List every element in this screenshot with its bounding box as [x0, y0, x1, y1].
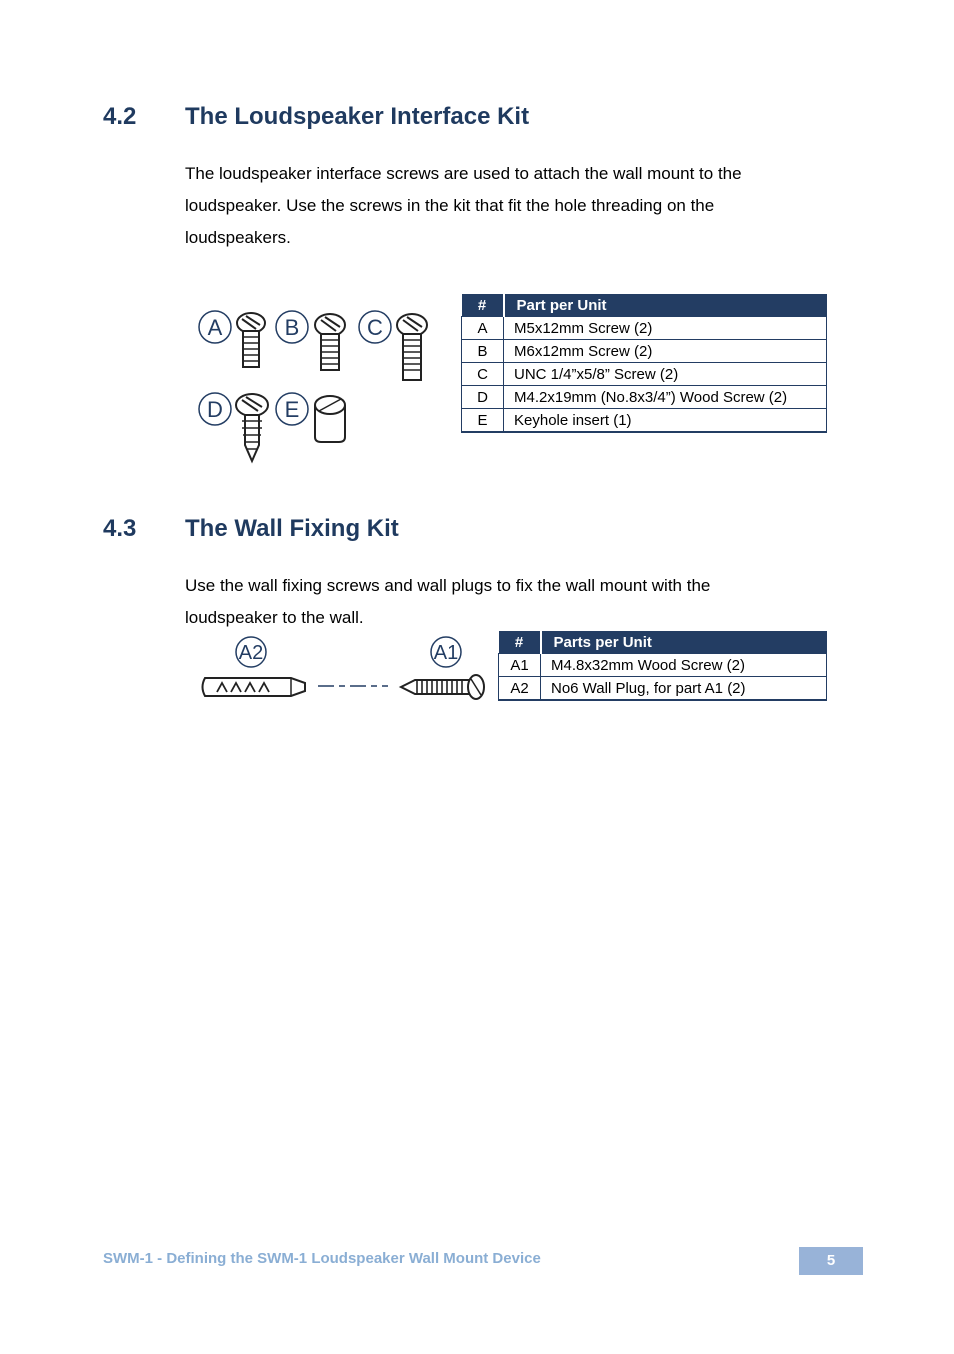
row-part: M6x12mm Screw (2)	[504, 340, 827, 363]
screw-b-icon	[315, 314, 345, 370]
wall-plug-icon	[203, 678, 306, 696]
section-number: 4.2	[103, 103, 137, 130]
label-a2: A2	[238, 642, 264, 664]
row-id: B	[462, 340, 504, 363]
paragraph-line: loudspeaker. Use the screws in the kit that fit the hole threading on the	[185, 196, 715, 215]
paragraph-line: loudspeakers.	[185, 228, 291, 247]
wall-fixing-kit-table	[498, 631, 827, 701]
row-id: A	[462, 317, 504, 340]
keyhole-insert-icon	[315, 396, 345, 442]
table-row	[462, 386, 827, 409]
interface-screws-figure	[195, 305, 440, 470]
section-title: The Wall Fixing Kit	[185, 515, 399, 542]
wood-screw-icon	[401, 675, 484, 699]
label-circle-d	[199, 393, 231, 425]
row-part: UNC 1/4”x5/8” Screw (2)	[504, 363, 827, 386]
column-header-number: #	[499, 631, 541, 654]
section-title: The Loudspeaker Interface Kit	[185, 103, 530, 130]
table-row	[462, 317, 827, 340]
label-circle-a2	[236, 637, 266, 667]
row-id: A2	[499, 677, 541, 701]
row-id: C	[462, 363, 504, 386]
table-row	[499, 654, 827, 677]
label-d: D	[207, 397, 223, 422]
table-row	[462, 363, 827, 386]
label-circle-a1	[431, 637, 461, 667]
section-4-2-paragraph	[185, 158, 742, 254]
row-id: D	[462, 386, 504, 409]
paragraph-line: loudspeaker to the wall.	[185, 608, 364, 627]
label-b: B	[284, 315, 300, 340]
label-circle-c	[359, 311, 391, 343]
row-id: E	[462, 409, 504, 433]
label-a1: A1	[433, 642, 459, 664]
paragraph-line: Use the wall fixing screws and wall plugs to fix the wall mount with the	[185, 576, 711, 595]
label-circle-e	[276, 393, 308, 425]
label-e: E	[284, 397, 300, 422]
table-row	[462, 340, 827, 363]
row-part: M4.2x19mm (No.8x3/4”) Wood Screw (2)	[504, 386, 827, 409]
table-row	[462, 409, 827, 433]
page-number: 5	[799, 1247, 863, 1275]
row-part: M5x12mm Screw (2)	[504, 317, 827, 340]
screw-a-icon	[237, 313, 265, 367]
screw-d-icon	[236, 394, 268, 461]
row-part: No6 Wall Plug, for part A1 (2)	[541, 677, 827, 701]
interface-kit-table	[461, 294, 827, 433]
table-header-row	[499, 631, 827, 654]
label-circle-a	[199, 311, 231, 343]
column-header-part: Parts per Unit	[541, 631, 827, 654]
column-header-number: #	[462, 294, 504, 317]
screw-c-icon	[397, 314, 427, 380]
column-header-part: Part per Unit	[504, 294, 827, 317]
row-part: Keyhole insert (1)	[504, 409, 827, 433]
row-id: A1	[499, 654, 541, 677]
label-a: A	[207, 315, 223, 340]
table-row	[499, 677, 827, 701]
section-4-2-heading	[103, 103, 529, 131]
row-part: M4.8x32mm Wood Screw (2)	[541, 654, 827, 677]
footer-title: SWM-1 - Defining the SWM-1 Loudspeaker Wall Mount Device	[103, 1250, 541, 1267]
paragraph-line: The loudspeaker interface screws are used to attach the wall mount to the	[185, 164, 742, 183]
label-circle-b	[276, 311, 308, 343]
section-number: 4.3	[103, 515, 137, 542]
table-header-row	[462, 294, 827, 317]
label-c: C	[367, 315, 383, 340]
section-4-3-paragraph	[185, 570, 710, 634]
wall-fixing-figure	[195, 632, 490, 712]
section-4-3-heading	[103, 515, 399, 543]
